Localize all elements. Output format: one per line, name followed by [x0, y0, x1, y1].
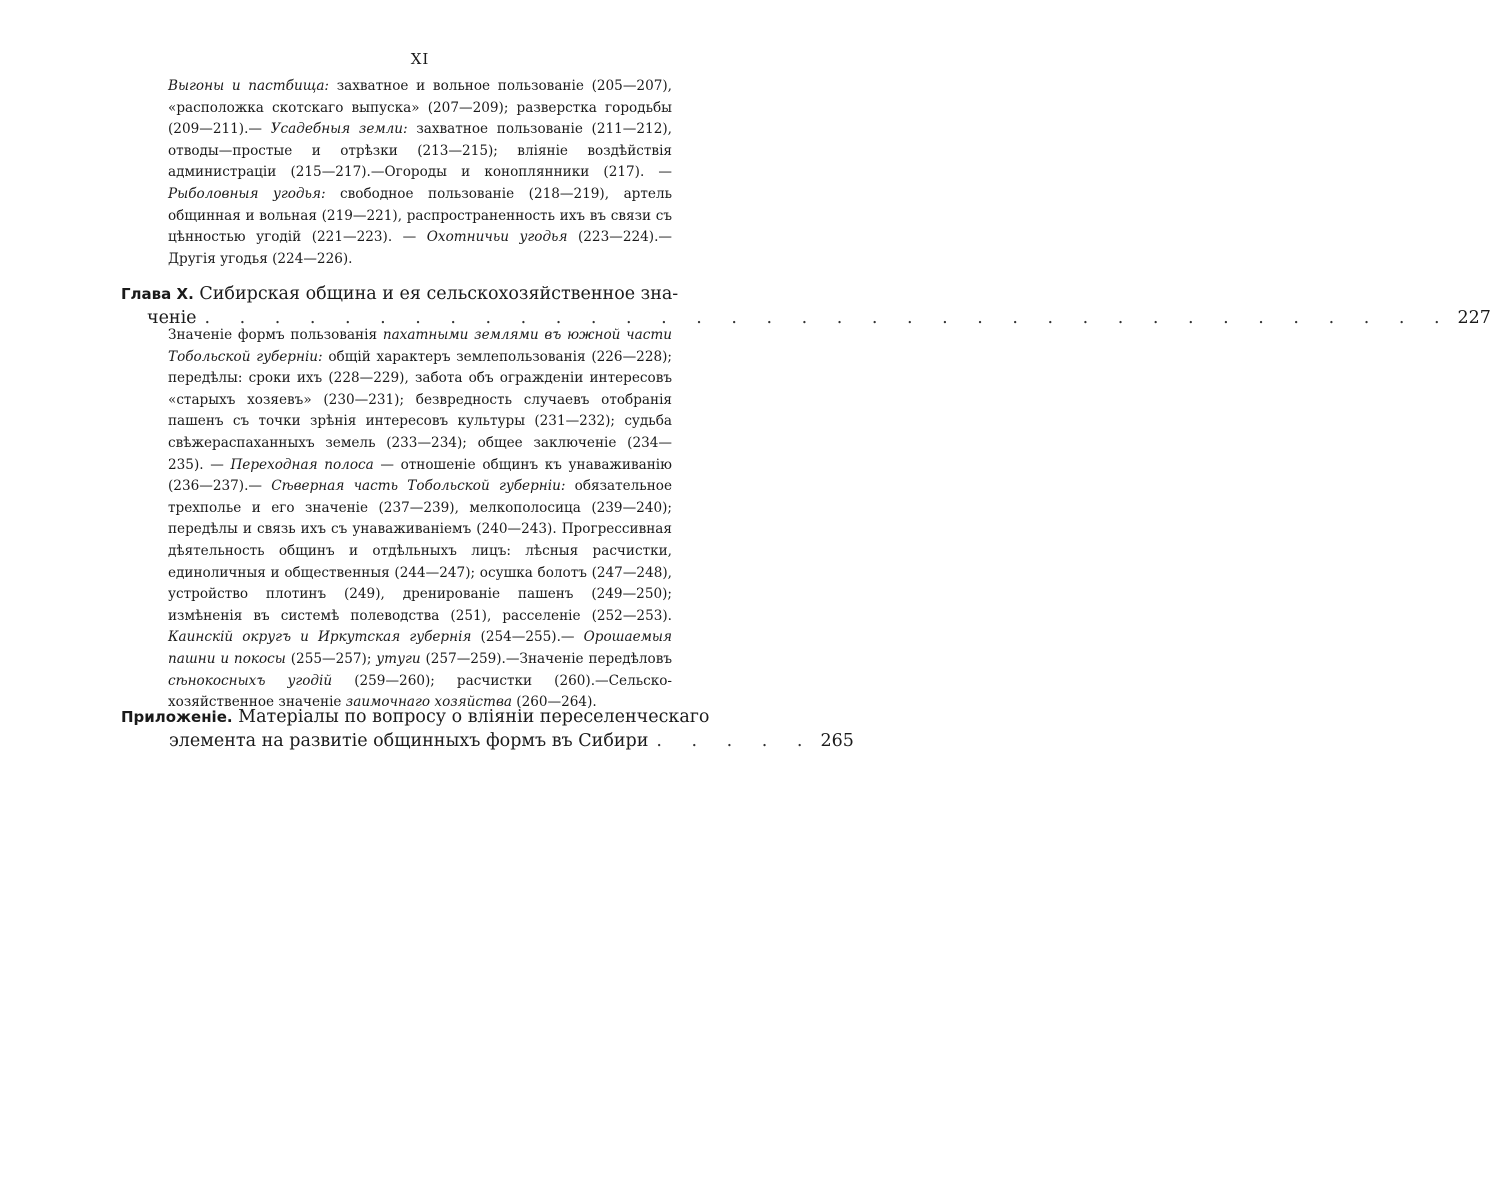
ch10-segment: (257—259).—Значеніе передѣловъ	[420, 650, 672, 667]
ch10-segment: Сѣверная часть Тобольской губерніи:	[271, 478, 566, 495]
pre-chapter-summary	[168, 76, 672, 270]
appendix-title-line-2: элемента на развитіе общинныхъ формъ въ Сибири	[169, 731, 649, 751]
chapter-10-heading	[121, 283, 1491, 329]
pre-segment: свободное пользованіе (218—219), артель общинная и вольная (219—221), распространенность ихъ въ связи съ цѣнностью угодій (221—223). —	[168, 185, 672, 246]
appendix-page-number: 265	[820, 731, 854, 751]
chapter-10-summary	[168, 325, 672, 714]
pre-segment: захватное и вольное пользованіе (205—207), «расположка скотскаго выпуска» (207—209); разверстка городьбы (209—211).—	[168, 78, 672, 138]
ch10-segment: обязательное трехполье и его значеніе (237—239), мелкополосица (239—240); передѣлы и связь ихъ съ унаваживаніемъ (240—243). Прогрессивная дѣятельность общинъ и отдѣльныхъ лицъ: лѣсныя расчистки, единоличныя и общественныя (244—247); осушка болотъ (247—248), устройство плотинъ (249), дренированіе пашенъ (249—250); измѣненія въ системѣ полеводства (251), расселеніе (252—253).	[168, 478, 672, 624]
chapter-title-line-2: ченіе	[147, 308, 197, 328]
chapter-10-text	[168, 327, 672, 710]
ch10-segment: общій характеръ землепользованія (226—228); передѣлы: сроки ихъ (228—229), забота объ огражденіи интересовъ «старыхъ хозяевъ» (230—231); безвредность случаевъ отобранія пашенъ съ точки зрѣнія интересовъ культуры (231—232); судьба свѣжераспаханныхъ земель (233—234); общее заключеніе (234—235). —	[168, 348, 672, 473]
dot-leaders: . . . . .	[656, 731, 815, 751]
ch10-segment: (254—255).—	[471, 629, 584, 646]
ch10-segment: утуги	[376, 650, 421, 667]
ch10-segment: (260—264).	[511, 694, 597, 711]
ch10-segment: (255—257);	[285, 650, 377, 667]
ch10-segment: пахатными землями въ южной части Тобольской губерніи:	[168, 327, 672, 365]
chapter-label: Глава X.	[121, 285, 194, 303]
chapter-title-line-1: Сибирская община и ея сельскохозяйственное зна-	[199, 284, 679, 304]
pre-segment: (223—224).—Другія угодья (224—226).	[168, 229, 672, 267]
ch10-segment: Орошаемыя пашни и покосы	[168, 629, 672, 667]
ch10-segment: Каинскій округъ и Иркутская губернія	[168, 629, 472, 646]
ch10-segment: — отношеніе общинъ къ унаваживанію (236—237).—	[168, 456, 672, 495]
ch10-segment: (259—260); расчистки (260).—Сельско-хозяйственное значеніе	[168, 672, 672, 711]
appendix-heading	[121, 706, 854, 752]
appendix-title-line-1: Матеріалы по вопросу о вліяніи переселенческаго	[238, 707, 710, 727]
page-number: XI	[410, 50, 430, 68]
pre-segment: Рыболовныя угодья:	[168, 185, 326, 202]
pre-segment: захватное пользованіе (211—212), отводы—простые и отрѣзки (213—215); вліяніе воздѣйствія администраціи (215—217).—Огороды и коноплянники (217). —	[168, 121, 672, 181]
ch10-segment: сѣнокосныхъ угодій	[168, 672, 333, 689]
chapter-page-number: 227	[1457, 308, 1491, 328]
ch10-segment: Переходная полоса	[230, 456, 374, 473]
pre-chapter-text	[168, 78, 672, 267]
dot-leaders: . . . . . . . . . . . . . . . . . . . . . . . . . . . . . . . . . . . .	[204, 308, 1452, 328]
pre-segment: Усадебныя земли:	[270, 121, 408, 138]
ch10-segment: заимочнаго хозяйства	[345, 694, 512, 711]
pre-segment: Охотничьи угодья	[426, 229, 568, 246]
ch10-segment: Значеніе формъ пользованія	[168, 327, 383, 343]
pre-segment: Выгоны и пастбища:	[168, 78, 330, 94]
appendix-label: Приложеніе.	[121, 708, 233, 726]
